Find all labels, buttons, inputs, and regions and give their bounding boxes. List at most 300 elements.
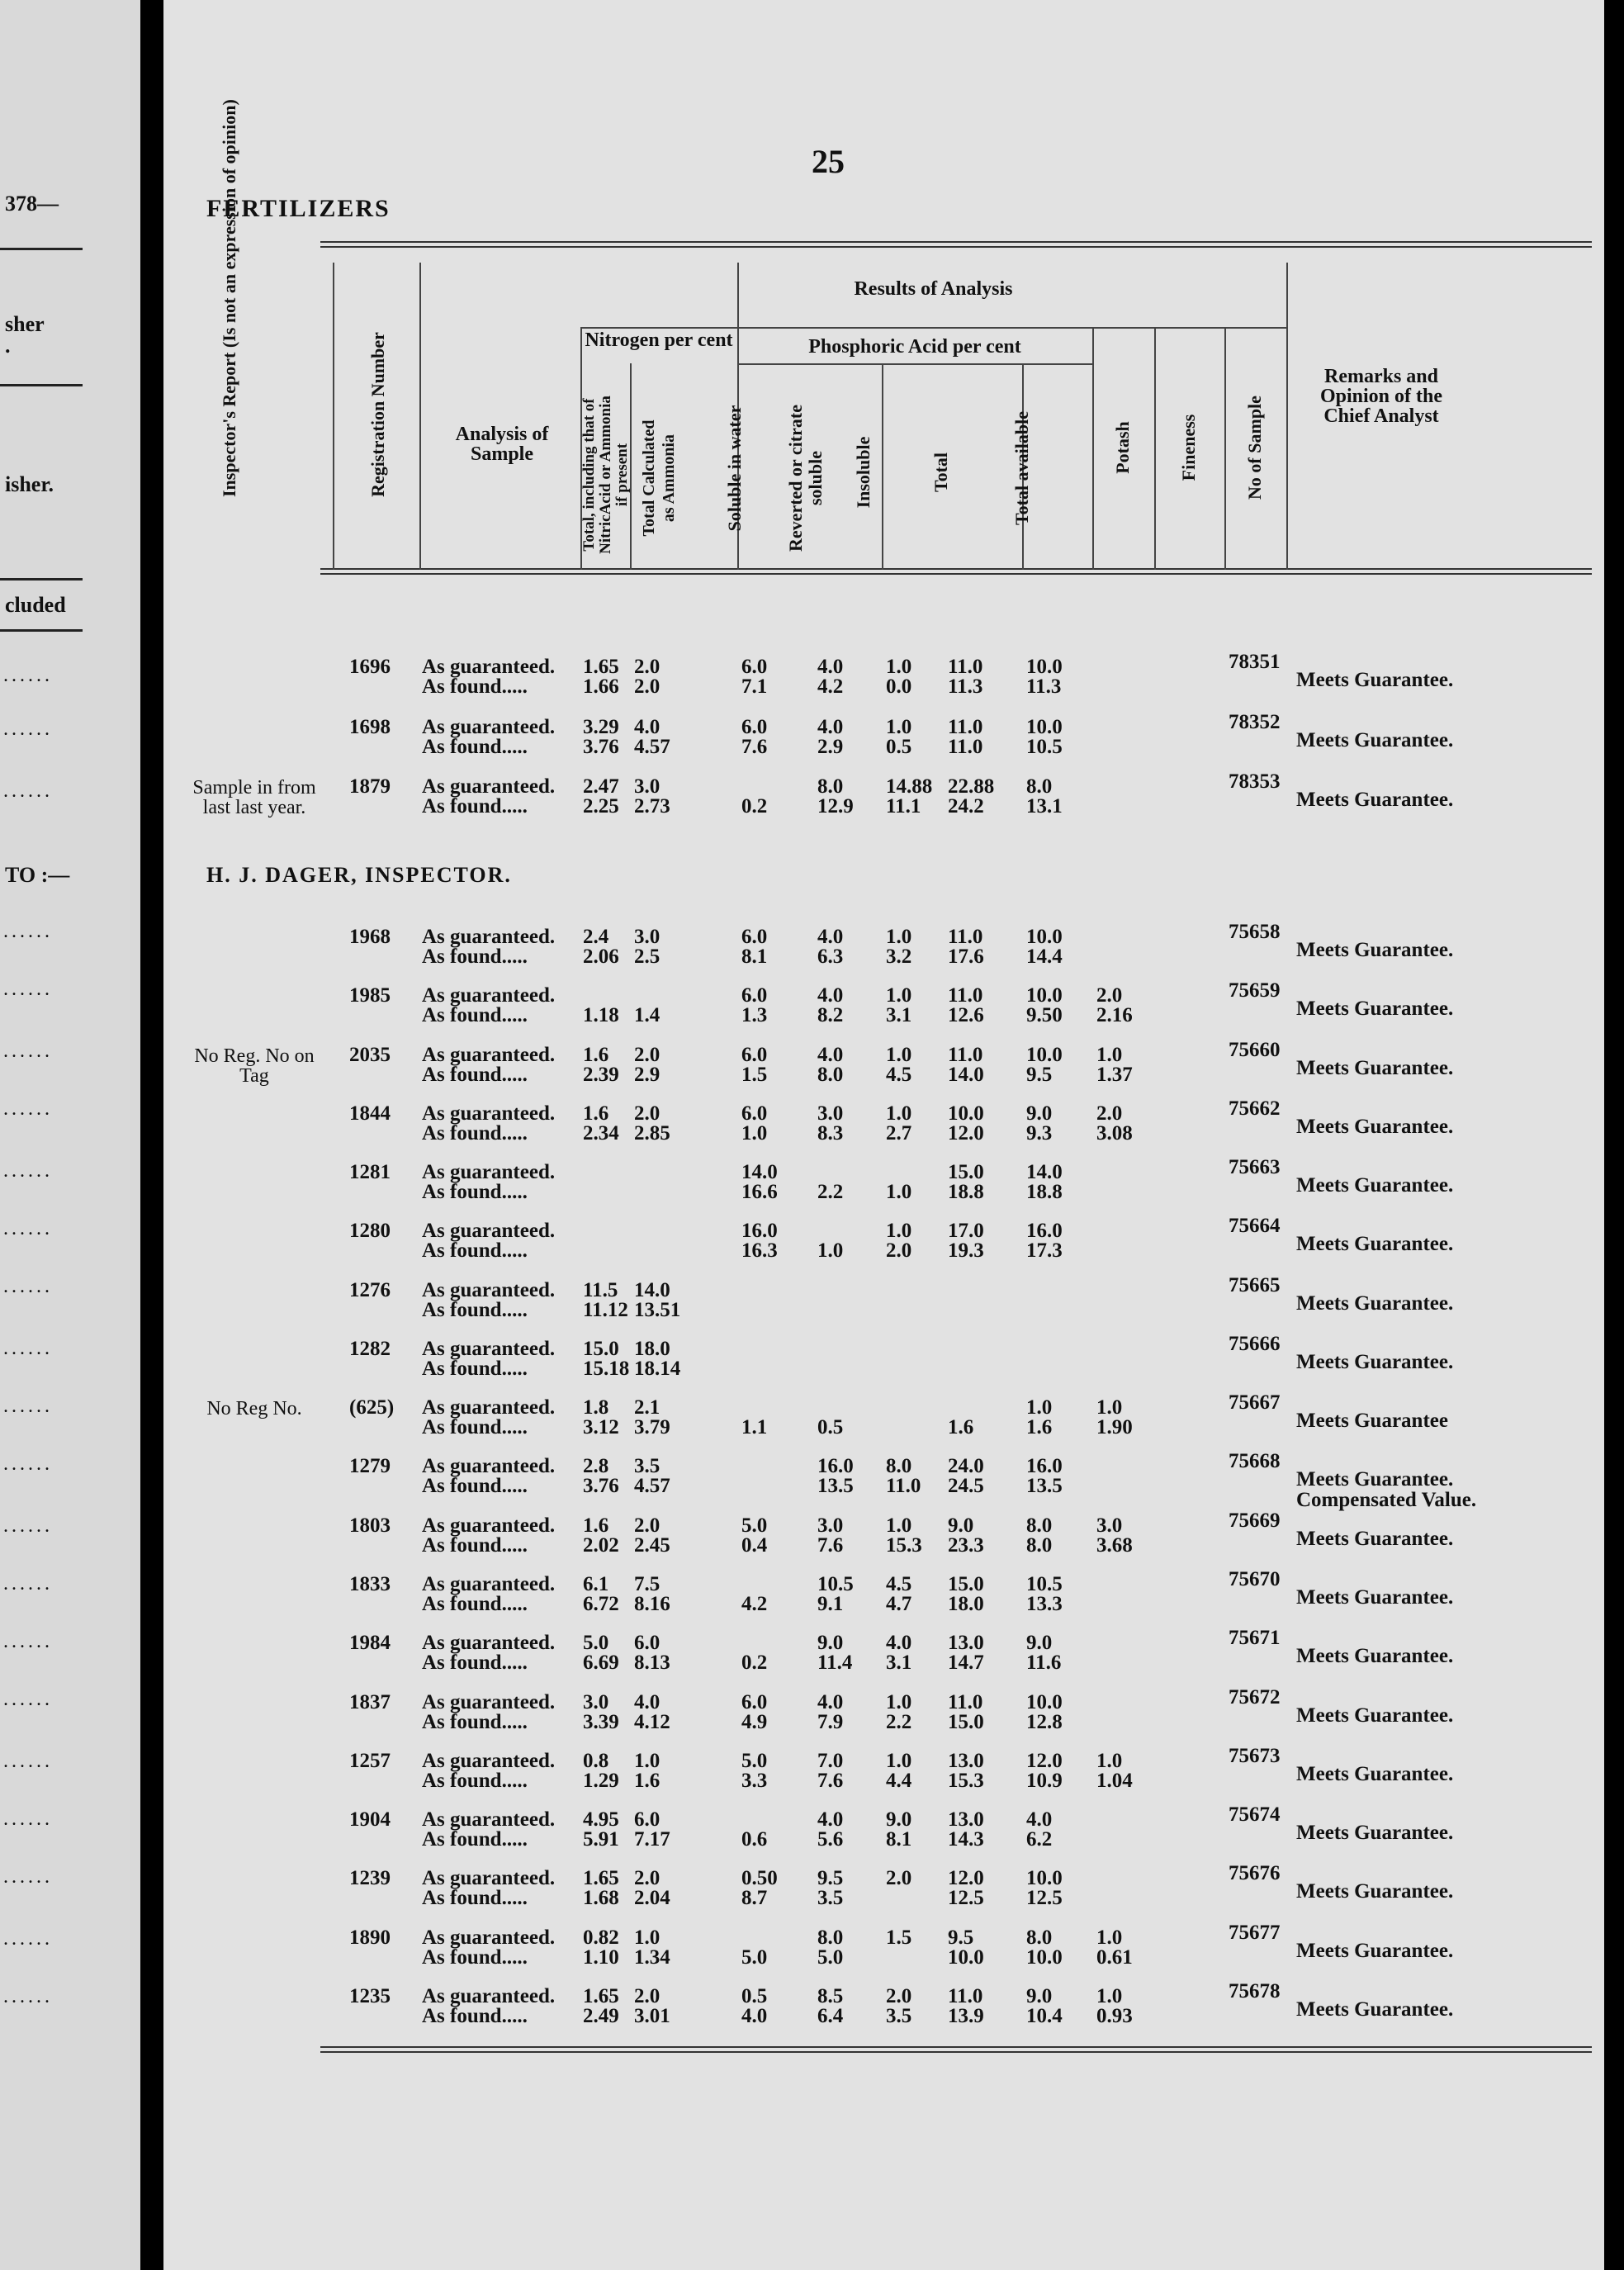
registration-number: 1833 bbox=[349, 1573, 391, 1595]
guaranteed-value: 10.5 bbox=[817, 1573, 854, 1595]
found-value: 4.9 bbox=[741, 1711, 768, 1733]
found-value: 1.29 bbox=[583, 1770, 619, 1792]
found-value: 1.3 bbox=[741, 1004, 768, 1026]
guaranteed-value: 11.0 bbox=[948, 984, 983, 1007]
guaranteed-label: As guaranteed. bbox=[422, 656, 556, 678]
guaranteed-label: As guaranteed. bbox=[422, 1867, 556, 1889]
found-value: 2.7 bbox=[886, 1122, 912, 1144]
guaranteed-label: As guaranteed. bbox=[422, 1514, 556, 1537]
guaranteed-label: As guaranteed. bbox=[422, 1396, 556, 1419]
leader-dots: ...... bbox=[3, 1396, 53, 1417]
found-value: 18.0 bbox=[948, 1593, 984, 1615]
found-value: 0.0 bbox=[886, 675, 912, 698]
guaranteed-value: 4.0 bbox=[886, 1632, 912, 1654]
remark: Meets Guarantee. bbox=[1296, 998, 1454, 1020]
facing-page-strip bbox=[0, 0, 140, 2270]
guaranteed-value: 2.0 bbox=[634, 656, 660, 678]
remark: Meets Guarantee. bbox=[1296, 789, 1454, 811]
found-value: 0.4 bbox=[741, 1534, 768, 1557]
found-value: 3.5 bbox=[817, 1887, 844, 1909]
found-value: 12.5 bbox=[948, 1887, 984, 1909]
inspector-heading: H. J. DAGER, INSPECTOR. bbox=[206, 863, 512, 887]
found-value: 4.57 bbox=[634, 736, 670, 758]
guaranteed-value: 14.88 bbox=[886, 775, 933, 798]
header-registration: Registration Number bbox=[367, 332, 388, 497]
guaranteed-value: 2.0 bbox=[634, 1867, 660, 1889]
guaranteed-value: 0.5 bbox=[741, 1985, 768, 2007]
facing-page-fragment: 378— bbox=[5, 192, 59, 216]
guaranteed-value: 1.0 bbox=[1096, 1985, 1123, 2007]
column-divider bbox=[333, 263, 334, 570]
sample-number: 75674 bbox=[1229, 1803, 1281, 1826]
found-value: 1.18 bbox=[583, 1004, 619, 1026]
registration-number: 1276 bbox=[349, 1279, 391, 1301]
found-value: 11.3 bbox=[948, 675, 983, 698]
found-value: 2.16 bbox=[1096, 1004, 1133, 1026]
guaranteed-value: 10.0 bbox=[1026, 926, 1063, 948]
guaranteed-label: As guaranteed. bbox=[422, 1808, 556, 1831]
guaranteed-label: As guaranteed. bbox=[422, 1102, 556, 1125]
found-value: 1.0 bbox=[741, 1122, 768, 1144]
found-label: As found..... bbox=[422, 1358, 528, 1380]
found-value: 16.3 bbox=[741, 1239, 778, 1262]
remark: Meets Guarantee. bbox=[1296, 1174, 1454, 1197]
remark: Meets Guarantee. bbox=[1296, 1528, 1454, 1550]
found-value: 10.4 bbox=[1026, 2005, 1063, 2027]
found-value: 7.6 bbox=[741, 736, 768, 758]
facing-page-fragment: cluded bbox=[5, 593, 66, 617]
guaranteed-value: 4.0 bbox=[817, 1044, 844, 1066]
sample-number: 75676 bbox=[1229, 1862, 1281, 1884]
found-label: As found..... bbox=[422, 1887, 528, 1909]
found-value: 15.18 bbox=[583, 1358, 630, 1380]
column-divider bbox=[1154, 329, 1156, 570]
guaranteed-value: 11.0 bbox=[948, 716, 983, 738]
found-value: 13.3 bbox=[1026, 1593, 1063, 1615]
found-value: 1.1 bbox=[741, 1416, 768, 1438]
found-value: 12.8 bbox=[1026, 1711, 1063, 1733]
found-value: 9.50 bbox=[1026, 1004, 1063, 1026]
found-label: As found..... bbox=[422, 1239, 528, 1262]
found-value: 2.02 bbox=[583, 1534, 619, 1557]
guaranteed-value: 1.0 bbox=[1026, 1396, 1053, 1419]
guaranteed-value: 9.0 bbox=[1026, 1632, 1053, 1654]
guaranteed-value: 16.0 bbox=[1026, 1455, 1063, 1477]
guaranteed-value: 2.0 bbox=[1096, 1102, 1123, 1125]
facing-page-fragment: . bbox=[5, 334, 11, 358]
guaranteed-label: As guaranteed. bbox=[422, 1044, 556, 1066]
header-bottom-rule bbox=[320, 568, 1592, 575]
guaranteed-value: 9.0 bbox=[886, 1808, 912, 1831]
found-value: 16.6 bbox=[741, 1181, 778, 1203]
found-value: 0.5 bbox=[886, 736, 912, 758]
guaranteed-value: 1.0 bbox=[886, 1514, 912, 1537]
guaranteed-value: 3.0 bbox=[583, 1691, 609, 1713]
leader-dots: ...... bbox=[3, 1218, 53, 1239]
guaranteed-label: As guaranteed. bbox=[422, 1573, 556, 1595]
guaranteed-value: 0.8 bbox=[583, 1750, 609, 1772]
guaranteed-value: 14.0 bbox=[1026, 1161, 1063, 1183]
guaranteed-value: 1.0 bbox=[886, 1044, 912, 1066]
sample-number: 75668 bbox=[1229, 1450, 1281, 1472]
found-value: 4.12 bbox=[634, 1711, 670, 1733]
guaranteed-value: 1.0 bbox=[634, 1926, 660, 1949]
registration-number: 1235 bbox=[349, 1985, 391, 2007]
sample-number: 78351 bbox=[1229, 651, 1281, 673]
leader-dots: ...... bbox=[3, 1986, 53, 2007]
column-divider bbox=[882, 363, 883, 570]
header-fineness: Fineness bbox=[1178, 414, 1199, 481]
guaranteed-value: 14.0 bbox=[634, 1279, 670, 1301]
found-value: 1.90 bbox=[1096, 1416, 1133, 1438]
found-value: 10.0 bbox=[948, 1946, 984, 1969]
found-value: 3.5 bbox=[886, 2005, 912, 2027]
column-divider bbox=[1092, 329, 1094, 570]
guaranteed-value: 10.0 bbox=[948, 1102, 984, 1125]
found-value: 11.4 bbox=[817, 1652, 853, 1674]
remark: Meets Guarantee. bbox=[1296, 1822, 1454, 1844]
guaranteed-value: 10.0 bbox=[1026, 1044, 1063, 1066]
results-rule bbox=[580, 327, 1286, 329]
found-value: 13.51 bbox=[634, 1299, 681, 1321]
guaranteed-label: As guaranteed. bbox=[422, 1279, 556, 1301]
found-value: 4.0 bbox=[741, 2005, 768, 2027]
found-value: 12.0 bbox=[948, 1122, 984, 1144]
found-value: 2.06 bbox=[583, 945, 619, 968]
found-value: 12.9 bbox=[817, 795, 854, 817]
found-value: 2.9 bbox=[817, 736, 844, 758]
guaranteed-value: 4.95 bbox=[583, 1808, 619, 1831]
divider bbox=[0, 629, 83, 632]
found-value: 3.3 bbox=[741, 1770, 768, 1792]
guaranteed-value: 0.50 bbox=[741, 1867, 778, 1889]
guaranteed-value: 6.0 bbox=[741, 926, 768, 948]
found-value: 4.2 bbox=[817, 675, 844, 698]
guaranteed-value: 13.0 bbox=[948, 1808, 984, 1831]
found-value: 18.8 bbox=[1026, 1181, 1063, 1203]
header-phosphoric: Phosphoric Acid per cent bbox=[808, 336, 1021, 358]
found-value: 14.7 bbox=[948, 1652, 984, 1674]
guaranteed-value: 3.0 bbox=[817, 1514, 844, 1537]
leader-dots: ...... bbox=[3, 1040, 53, 1062]
registration-number: 2035 bbox=[349, 1044, 391, 1066]
found-value: 8.7 bbox=[741, 1887, 768, 1909]
sample-number: 75670 bbox=[1229, 1568, 1281, 1590]
found-value: 2.34 bbox=[583, 1122, 619, 1144]
found-value: 14.3 bbox=[948, 1828, 984, 1851]
found-value: 0.61 bbox=[1096, 1946, 1133, 1969]
guaranteed-value: 6.0 bbox=[634, 1632, 660, 1654]
guaranteed-value: 10.0 bbox=[1026, 984, 1063, 1007]
found-value: 5.0 bbox=[741, 1946, 768, 1969]
found-value: 18.8 bbox=[948, 1181, 984, 1203]
registration-number: 1698 bbox=[349, 716, 391, 738]
remark: Meets Guarantee. bbox=[1296, 1586, 1454, 1609]
guaranteed-value: 2.0 bbox=[634, 1985, 660, 2007]
guaranteed-value: 4.0 bbox=[634, 716, 660, 738]
registration-number: 1696 bbox=[349, 656, 391, 678]
sample-number: 75672 bbox=[1229, 1686, 1281, 1708]
leader-dots: ...... bbox=[3, 1808, 53, 1830]
guaranteed-value: 5.0 bbox=[741, 1514, 768, 1537]
found-value: 1.6 bbox=[634, 1770, 660, 1792]
found-value: 5.91 bbox=[583, 1828, 619, 1851]
sample-number: 75659 bbox=[1229, 979, 1281, 1002]
found-value: 4.57 bbox=[634, 1475, 670, 1497]
found-value: 19.3 bbox=[948, 1239, 984, 1262]
found-value: 2.0 bbox=[634, 675, 660, 698]
found-label: As found..... bbox=[422, 1004, 528, 1026]
header-top-rule bbox=[320, 241, 1592, 248]
found-value: 2.25 bbox=[583, 795, 619, 817]
guaranteed-value: 2.0 bbox=[634, 1102, 660, 1125]
found-value: 5.0 bbox=[817, 1946, 844, 1969]
facing-page-fragment: isher. bbox=[5, 472, 54, 496]
guaranteed-value: 9.0 bbox=[1026, 1985, 1053, 2007]
guaranteed-value: 10.0 bbox=[1026, 656, 1063, 678]
book-gutter bbox=[140, 0, 163, 2270]
phosphoric-rule bbox=[737, 363, 1092, 365]
guaranteed-value: 1.0 bbox=[634, 1750, 660, 1772]
found-value: 1.6 bbox=[1026, 1416, 1053, 1438]
found-value: 1.0 bbox=[886, 1181, 912, 1203]
registration-number: 1281 bbox=[349, 1161, 391, 1183]
guaranteed-value: 18.0 bbox=[634, 1338, 670, 1360]
guaranteed-value: 1.65 bbox=[583, 1985, 619, 2007]
leader-dots: ...... bbox=[3, 1515, 53, 1537]
guaranteed-value: 4.0 bbox=[817, 1808, 844, 1831]
found-value: 14.4 bbox=[1026, 945, 1063, 968]
found-value: 12.5 bbox=[1026, 1887, 1063, 1909]
found-value: 6.72 bbox=[583, 1593, 619, 1615]
guaranteed-label: As guaranteed. bbox=[422, 1750, 556, 1772]
guaranteed-value: 1.5 bbox=[886, 1926, 912, 1949]
guaranteed-value: 2.0 bbox=[634, 1044, 660, 1066]
found-value: 8.0 bbox=[817, 1064, 844, 1086]
inspector-note: No Reg. No on Tag bbox=[194, 1045, 315, 1087]
guaranteed-value: 1.0 bbox=[886, 1750, 912, 1772]
table-bottom-rule bbox=[320, 2046, 1592, 2053]
leader-dots: ...... bbox=[3, 1160, 53, 1182]
guaranteed-value: 1.6 bbox=[583, 1044, 609, 1066]
found-value: 2.49 bbox=[583, 2005, 619, 2027]
found-value: 3.08 bbox=[1096, 1122, 1133, 1144]
guaranteed-value: 2.47 bbox=[583, 775, 619, 798]
guaranteed-value: 4.0 bbox=[634, 1691, 660, 1713]
registration-number: (625) bbox=[349, 1396, 395, 1419]
remark: Meets Guarantee. bbox=[1296, 669, 1454, 691]
found-label: As found..... bbox=[422, 1652, 528, 1674]
guaranteed-label: As guaranteed. bbox=[422, 926, 556, 948]
header-total: Total bbox=[930, 452, 951, 493]
document-page bbox=[163, 0, 1604, 2270]
divider bbox=[0, 248, 83, 250]
guaranteed-value: 1.0 bbox=[886, 926, 912, 948]
guaranteed-value: 2.0 bbox=[886, 1985, 912, 2007]
leader-dots: ...... bbox=[3, 1631, 53, 1652]
guaranteed-value: 1.0 bbox=[886, 1102, 912, 1125]
found-value: 1.68 bbox=[583, 1887, 619, 1909]
guaranteed-label: As guaranteed. bbox=[422, 1161, 556, 1183]
guaranteed-label: As guaranteed. bbox=[422, 1691, 556, 1713]
remark: Meets Guarantee. bbox=[1296, 1292, 1454, 1315]
guaranteed-value: 1.0 bbox=[1096, 1044, 1123, 1066]
header-inspector: Inspector's Report (Is not an expression of opinion) bbox=[219, 99, 239, 497]
guaranteed-label: As guaranteed. bbox=[422, 1926, 556, 1949]
found-value: 11.3 bbox=[1026, 675, 1062, 698]
guaranteed-value: 6.1 bbox=[583, 1573, 609, 1595]
header-nitrogen: Nitrogen per cent bbox=[585, 329, 733, 351]
found-value: 11.12 bbox=[583, 1299, 628, 1321]
sample-number: 75678 bbox=[1229, 1980, 1281, 2002]
found-value: 18.14 bbox=[634, 1358, 681, 1380]
page-number: 25 bbox=[812, 143, 845, 180]
found-value: 3.01 bbox=[634, 2005, 670, 2027]
guaranteed-value: 1.6 bbox=[583, 1102, 609, 1125]
found-label: As found..... bbox=[422, 1593, 528, 1615]
found-label: As found..... bbox=[422, 795, 528, 817]
guaranteed-value: 9.5 bbox=[817, 1867, 844, 1889]
column-divider bbox=[1286, 263, 1288, 570]
found-value: 4.5 bbox=[886, 1064, 912, 1086]
leader-dots: ...... bbox=[3, 1573, 53, 1595]
found-value: 7.6 bbox=[817, 1770, 844, 1792]
found-label: As found..... bbox=[422, 1475, 528, 1497]
guaranteed-label: As guaranteed. bbox=[422, 775, 556, 798]
found-value: 8.1 bbox=[741, 945, 768, 968]
guaranteed-value: 1.0 bbox=[1096, 1396, 1123, 1419]
registration-number: 1837 bbox=[349, 1691, 391, 1713]
found-value: 17.3 bbox=[1026, 1239, 1063, 1262]
found-value: 6.4 bbox=[817, 2005, 844, 2027]
guaranteed-value: 6.0 bbox=[741, 984, 768, 1007]
found-value: 2.85 bbox=[634, 1122, 670, 1144]
guaranteed-value: 11.5 bbox=[583, 1279, 618, 1301]
found-value: 2.45 bbox=[634, 1534, 670, 1557]
inspector-note: Sample in from last last year. bbox=[192, 777, 316, 818]
remark: Meets Guarantee. Compensated Value. bbox=[1296, 1468, 1477, 1511]
guaranteed-value: 4.0 bbox=[817, 984, 844, 1007]
remark: Meets Guarantee. bbox=[1296, 1940, 1454, 1962]
found-value: 10.5 bbox=[1026, 736, 1063, 758]
found-value: 15.3 bbox=[886, 1534, 922, 1557]
guaranteed-label: As guaranteed. bbox=[422, 1985, 556, 2007]
guaranteed-value: 1.65 bbox=[583, 656, 619, 678]
found-value: 8.13 bbox=[634, 1652, 670, 1674]
header-reverted: Reverted or citrate soluble bbox=[785, 405, 826, 552]
guaranteed-label: As guaranteed. bbox=[422, 1338, 556, 1360]
registration-number: 1844 bbox=[349, 1102, 391, 1125]
leader-dots: ...... bbox=[3, 1098, 53, 1120]
found-value: 2.2 bbox=[817, 1181, 844, 1203]
guaranteed-value: 16.0 bbox=[1026, 1220, 1063, 1242]
remark: Meets Guarantee. bbox=[1296, 1057, 1454, 1079]
found-value: 4.4 bbox=[886, 1770, 912, 1792]
sample-number: 78353 bbox=[1229, 770, 1281, 793]
guaranteed-value: 9.5 bbox=[948, 1926, 974, 1949]
found-value: 1.37 bbox=[1096, 1064, 1133, 1086]
found-value: 3.76 bbox=[583, 1475, 619, 1497]
guaranteed-value: 1.0 bbox=[1096, 1926, 1123, 1949]
header-remarks: Remarks and Opinion of the Chief Analyst bbox=[1319, 366, 1443, 427]
guaranteed-value: 13.0 bbox=[948, 1750, 984, 1772]
found-value: 3.68 bbox=[1096, 1534, 1133, 1557]
guaranteed-value: 2.0 bbox=[1096, 984, 1123, 1007]
found-value: 8.2 bbox=[817, 1004, 844, 1026]
registration-number: 1984 bbox=[349, 1632, 391, 1654]
guaranteed-value: 4.0 bbox=[1026, 1808, 1053, 1831]
leader-dots: ...... bbox=[3, 665, 53, 686]
found-label: As found..... bbox=[422, 1711, 528, 1733]
guaranteed-value: 2.0 bbox=[886, 1867, 912, 1889]
guaranteed-value: 11.0 bbox=[948, 656, 983, 678]
found-label: As found..... bbox=[422, 1828, 528, 1851]
found-value: 1.5 bbox=[741, 1064, 768, 1086]
found-value: 3.39 bbox=[583, 1711, 619, 1733]
guaranteed-value: 9.0 bbox=[1026, 1102, 1053, 1125]
found-value: 9.5 bbox=[1026, 1064, 1053, 1086]
found-value: 0.93 bbox=[1096, 2005, 1133, 2027]
sample-number: 75665 bbox=[1229, 1274, 1281, 1296]
guaranteed-value: 2.4 bbox=[583, 926, 609, 948]
sample-number: 75664 bbox=[1229, 1215, 1281, 1237]
registration-number: 1257 bbox=[349, 1750, 391, 1772]
guaranteed-value: 4.5 bbox=[886, 1573, 912, 1595]
guaranteed-value: 1.6 bbox=[583, 1514, 609, 1537]
guaranteed-value: 10.0 bbox=[1026, 1867, 1063, 1889]
facing-page-fragment: TO :— bbox=[5, 863, 70, 887]
sample-number: 75663 bbox=[1229, 1156, 1281, 1178]
header-sample-no: No of Sample bbox=[1244, 396, 1265, 500]
guaranteed-value: 7.5 bbox=[634, 1573, 660, 1595]
leader-dots: ...... bbox=[3, 1751, 53, 1772]
guaranteed-value: 5.0 bbox=[583, 1632, 609, 1654]
registration-number: 1239 bbox=[349, 1867, 391, 1889]
guaranteed-value: 7.0 bbox=[817, 1750, 844, 1772]
found-label: As found..... bbox=[422, 1416, 528, 1438]
found-value: 8.3 bbox=[817, 1122, 844, 1144]
found-label: As found..... bbox=[422, 1770, 528, 1792]
guaranteed-value: 1.0 bbox=[886, 1691, 912, 1713]
sample-number: 75658 bbox=[1229, 921, 1281, 943]
guaranteed-label: As guaranteed. bbox=[422, 1632, 556, 1654]
sample-number: 75662 bbox=[1229, 1097, 1281, 1120]
guaranteed-value: 9.0 bbox=[817, 1632, 844, 1654]
header-soluble: Soluble in water bbox=[724, 405, 745, 532]
header-insoluble: Insoluble bbox=[853, 436, 874, 509]
found-value: 2.73 bbox=[634, 795, 670, 817]
leader-dots: ...... bbox=[3, 718, 53, 740]
guaranteed-value: 1.0 bbox=[886, 656, 912, 678]
found-value: 3.1 bbox=[886, 1004, 912, 1026]
registration-number: 1280 bbox=[349, 1220, 391, 1242]
guaranteed-value: 3.0 bbox=[634, 926, 660, 948]
sample-number: 75666 bbox=[1229, 1333, 1281, 1355]
sample-number: 75667 bbox=[1229, 1391, 1281, 1414]
guaranteed-value: 4.0 bbox=[817, 1691, 844, 1713]
found-value: 7.9 bbox=[817, 1711, 844, 1733]
found-value: 11.6 bbox=[1026, 1652, 1062, 1674]
found-value: 3.12 bbox=[583, 1416, 619, 1438]
found-value: 13.5 bbox=[817, 1475, 854, 1497]
guaranteed-value: 8.0 bbox=[1026, 1926, 1053, 1949]
found-value: 3.79 bbox=[634, 1416, 670, 1438]
registration-number: 1282 bbox=[349, 1338, 391, 1360]
found-value: 24.2 bbox=[948, 795, 984, 817]
found-value: 12.6 bbox=[948, 1004, 984, 1026]
guaranteed-value: 15.0 bbox=[948, 1573, 984, 1595]
header-results: Results of Analysis bbox=[854, 278, 1013, 300]
